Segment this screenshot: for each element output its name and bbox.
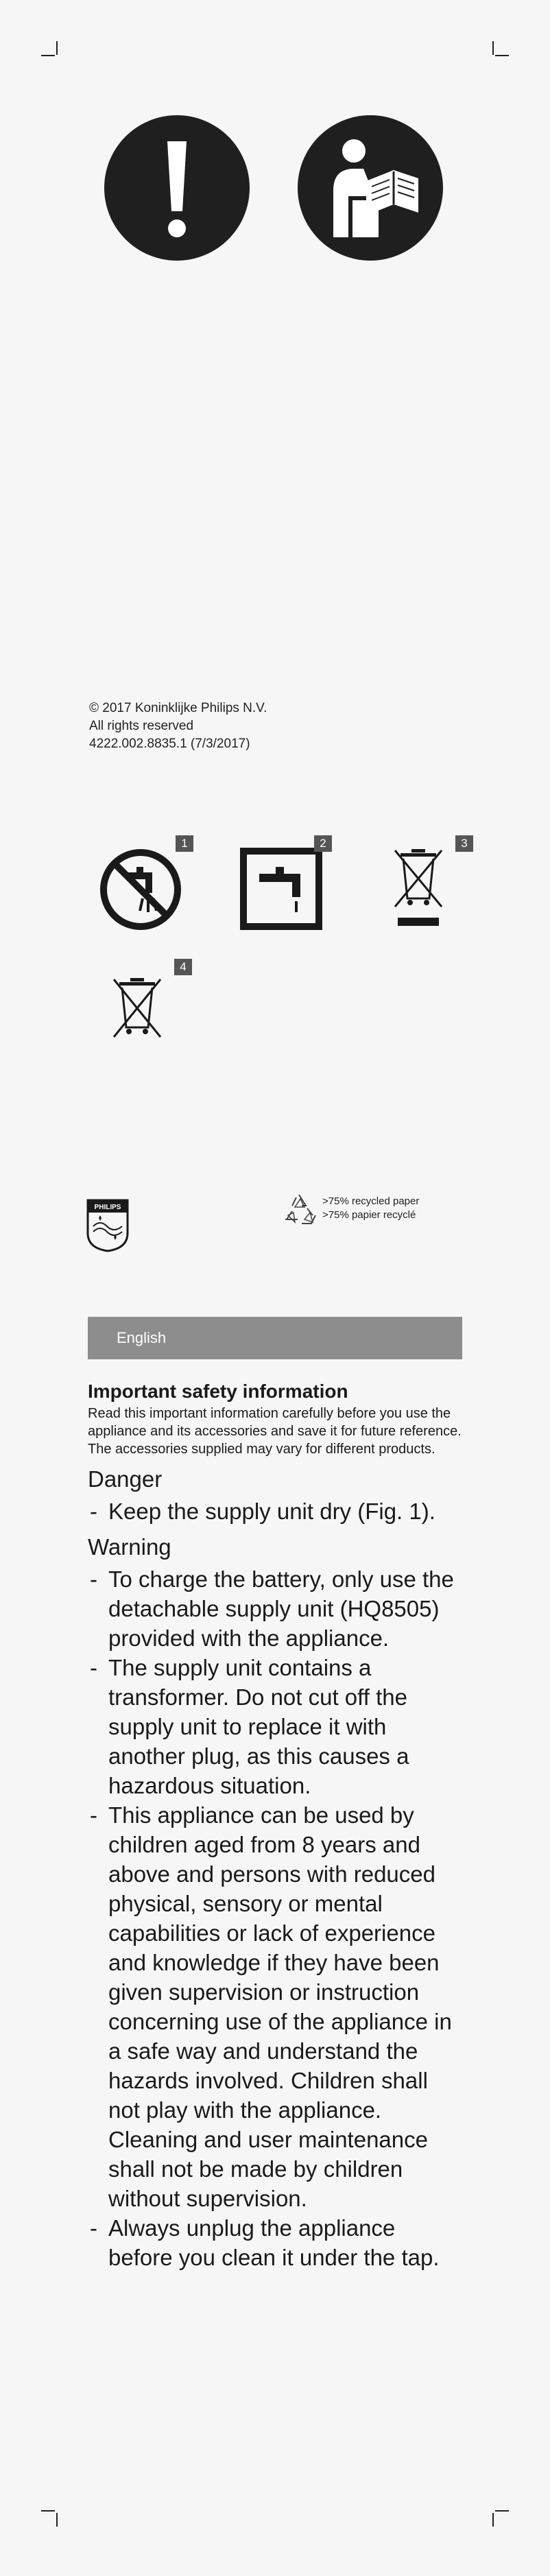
recycle-text-fr: >75% papier recyclé: [322, 1209, 416, 1221]
figure-number: 1: [176, 835, 193, 852]
safety-section: [88, 1380, 465, 2272]
crop-mark: [495, 2510, 509, 2512]
list-item: - Keep the supply unit dry (Fig. 1).: [90, 1499, 435, 1524]
recycle-icon: [281, 1192, 317, 1226]
figure-4: [110, 974, 165, 1042]
crop-mark: [56, 41, 58, 55]
list-item: - To charge the battery, only use the detachable supply unit (HQ8505) provided with the appliance.: [90, 1566, 454, 1651]
crop-mark: [56, 2513, 58, 2527]
no-water-tap-icon: [96, 845, 185, 934]
svg-text:PHILIPS: PHILIPS: [94, 1204, 121, 1211]
water-tap-icon: [240, 848, 322, 930]
language-header: [88, 1317, 462, 1359]
list-item-text: This appliance can be used by children aged from 8 years and above and persons with reduced physical, sensory or mental capabilities or lack of experience and knowledge if they have been given supervision or instruction concerning use of the appliance in a safe way and understand the hazards involved. Children shall not play with the appliance. Cleaning and user maintenance shall not be made by children without supervision.: [108, 1802, 452, 2211]
figure-2: [240, 848, 322, 930]
crop-mark: [41, 55, 55, 56]
warning-heading: Warning: [88, 1534, 171, 1560]
figure-number: 2: [314, 835, 332, 852]
crossed-bin-icon: [110, 974, 165, 1042]
crop-mark: [41, 2510, 55, 2512]
figure-number: 4: [174, 959, 192, 975]
rights-line: All rights reserved: [89, 719, 194, 733]
list-item-text: Keep the supply unit dry (Fig. 1).: [108, 1499, 435, 1524]
crop-mark: [492, 2513, 494, 2527]
copyright-block: [89, 700, 267, 753]
list-item-text: To charge the battery, only use the detachable supply unit (HQ8505) provided with the appliance.: [108, 1566, 454, 1651]
copyright-line: © 2017 Koninklijke Philips N.V.: [89, 701, 267, 715]
philips-shield-logo: [86, 1199, 129, 1252]
document-number: 4222.002.8835.1 (7/3/2017): [89, 737, 250, 751]
danger-heading: Danger: [88, 1466, 163, 1492]
list-item: - The supply unit contains a transformer. Do not cut off the supply unit to replace it with another plug, as this causes a hazardous situation.: [90, 1655, 409, 1798]
figure-1: [96, 845, 192, 934]
recycle-note: [322, 1195, 419, 1222]
crossed-bin-bar-icon: [391, 845, 446, 934]
list-item-text: Always unplug the appliance before you clean it under the tap.: [108, 2215, 440, 2270]
figure-number: 3: [455, 835, 473, 852]
warning-list: [88, 1564, 465, 2272]
section-title: Important safety information: [88, 1381, 348, 1402]
crop-mark: [495, 55, 509, 56]
list-item-text: The supply unit contains a transformer. Do not cut off the supply unit to replace it with another plug, as this causes a hazardous situation.: [108, 1655, 409, 1798]
language-label: English: [117, 1329, 167, 1346]
crop-mark: [492, 41, 494, 55]
danger-list: [88, 1496, 465, 1526]
recycle-text-en: >75% recycled paper: [322, 1195, 420, 1207]
read-manual-icon: [298, 115, 443, 261]
list-item: - This appliance can be used by children aged from 8 years and above and persons with reduced physical, sensory or mental capabilities or lack of experience and knowledge if they have been given supervision or instruction concerning use of the appliance in a safe way and understand the hazards involved. Children shall not play with the appliance. Cleaning and user maintenance shall not be made by children without supervision.: [90, 1802, 452, 2211]
intro-paragraph: Read this important information carefully before you use the appliance and its accessories and save it for future reference. The accessories supplied may vary for different products.: [88, 1406, 462, 1457]
list-item: - Always unplug the appliance before you clean it under the tap.: [90, 2215, 440, 2270]
figure-3: [391, 845, 446, 934]
exclamation-icon: [104, 115, 250, 261]
